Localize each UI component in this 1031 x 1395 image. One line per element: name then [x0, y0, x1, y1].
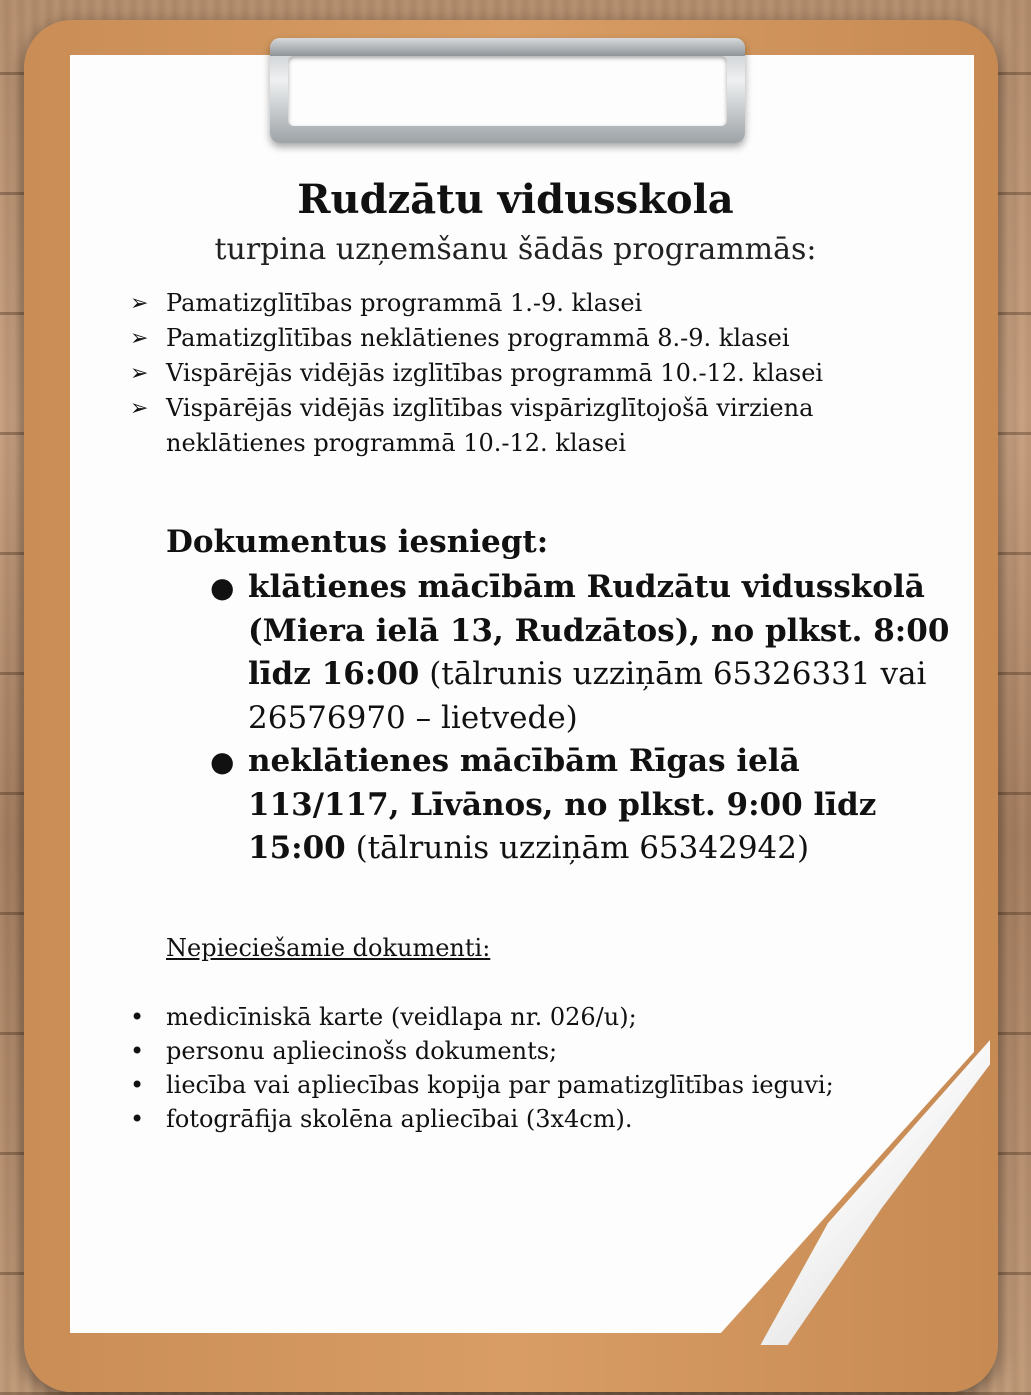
clip-opening	[288, 56, 727, 126]
arrowhead-bullet-icon: ➢	[130, 361, 149, 386]
required-doc-text: medicīniskā karte (veidlapa nr. 026/u);	[166, 1003, 637, 1031]
dot-bullet-icon: •	[130, 1003, 145, 1031]
required-doc-item	[130, 1000, 930, 1034]
required-doc-item	[130, 1102, 930, 1136]
submission-heading: Dokumentus iesniegt:	[166, 524, 549, 560]
location-item	[210, 740, 960, 871]
clip-bar	[270, 38, 745, 56]
location-contact: (tālrunis uzziņām 65342942)	[345, 830, 810, 866]
page-subtitle: turpina uzņemšanu šādās programmās:	[214, 232, 817, 267]
program-text: Vispārējās vidējās izglītības vispārizglītojošā virziena neklātienes programmā 10.-12. klasei	[166, 394, 814, 457]
submission-locations	[210, 566, 960, 871]
required-doc-item	[130, 1068, 930, 1102]
required-doc-item	[130, 1034, 930, 1068]
dot-bullet-icon: ●	[210, 745, 235, 778]
dot-bullet-icon: •	[130, 1037, 145, 1065]
page-title: Rudzātu vidusskola	[297, 176, 734, 223]
program-item	[130, 356, 930, 391]
program-item	[130, 391, 930, 461]
location-text	[248, 566, 960, 740]
dot-bullet-icon: ●	[210, 571, 235, 604]
required-doc-text: liecība vai apliecības kopija par pamatizglītības ieguvi;	[166, 1071, 834, 1099]
arrowhead-bullet-icon: ➢	[130, 326, 149, 351]
program-text: Pamatizglītības neklātienes programmā 8.-9. klasei	[166, 324, 790, 352]
program-list	[130, 286, 930, 461]
program-text: Vispārējās vidējās izglītības programmā 10.-12. klasei	[166, 359, 824, 387]
location-item	[210, 566, 960, 740]
arrowhead-bullet-icon: ➢	[130, 396, 149, 421]
dot-bullet-icon: •	[130, 1071, 145, 1099]
location-main: klātienes mācībām Rudzātu vidusskolā (Miera ielā 13, Rudzātos), no plkst. 8:00 līdz 16:00	[248, 569, 950, 692]
required-doc-text: fotogrāfija skolēna apliecībai (3x4cm).	[166, 1105, 633, 1133]
required-docs-list	[130, 1000, 930, 1136]
location-main: neklātienes mācībām Rīgas ielā 113/117, Līvānos, no plkst. 9:00 līdz 15:00	[248, 743, 877, 866]
arrowhead-bullet-icon: ➢	[130, 291, 149, 316]
program-item	[130, 286, 930, 321]
required-doc-text: personu apliecinošs dokuments;	[166, 1037, 558, 1065]
program-text: Pamatizglītības programmā 1.-9. klasei	[166, 289, 643, 317]
location-contact: (tālrunis uzziņām 65326331 vai 26576970 – lietvede)	[248, 656, 927, 736]
dot-bullet-icon: •	[130, 1105, 145, 1133]
clipboard-clip	[270, 38, 745, 143]
required-docs-heading: Nepieciešamie dokumenti:	[166, 934, 491, 962]
location-text	[248, 740, 960, 871]
program-item	[130, 321, 930, 356]
